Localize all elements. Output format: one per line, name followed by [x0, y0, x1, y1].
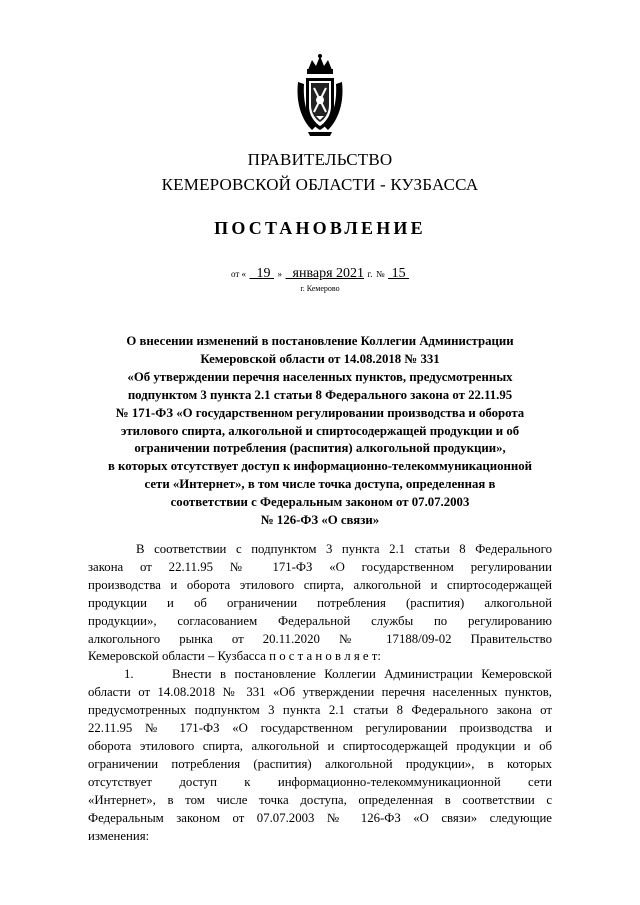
preamble-line: продукции и об ограничении потребления (распития) алкогольной	[88, 595, 552, 610]
title-line: ограничении потребления (распития) алкогольной продукции»,	[134, 441, 506, 456]
date-month-year: января 2021	[292, 266, 365, 281]
item-1-line: предусмотренных подпунктом 3 пункта 2.1 статьи 8 Федерального закона от	[88, 703, 552, 718]
item-1-line: 22.11.95 № 171-ФЗ «О государственном регулировании производства и	[88, 721, 552, 736]
item-1-line: области от 14.08.2018 № 331 «Об утверждении перечня населенных пунктов,	[88, 685, 552, 700]
item-1-last-line: изменения:	[88, 828, 150, 843]
item-1-line: «Интернет», в том числе точка доступа, определенная в соответствии с	[88, 792, 552, 807]
government-name-line-2: КЕМЕРОВСКОЙ ОБЛАСТИ - КУЗБАССА	[161, 175, 479, 194]
date-year-suffix: г.	[367, 269, 373, 279]
preamble-line: закона от 22.11.95 № 171-ФЗ «О государственном регулировании	[88, 559, 552, 574]
item-1-text	[88, 684, 552, 827]
item-1-line: ограничении потребления (распития) алкогольной продукции», в которых	[88, 756, 552, 771]
date-day: 19	[256, 266, 271, 281]
document-number: 15	[391, 266, 406, 281]
title-line: «Об утверждении перечня населенных пунктов, предусмотренных	[127, 369, 513, 384]
city-label: г. Кемерово	[300, 284, 340, 293]
preamble-line: продукции», согласованием Федеральной службы по регулированию	[88, 613, 552, 628]
document-title	[86, 333, 554, 530]
title-line: соответствии с Федеральным законом от 07.07.2003	[170, 495, 470, 510]
paragraph-preamble	[88, 541, 552, 648]
document-type: ПОСТАНОВЛЕНИЕ	[214, 218, 426, 238]
title-line: этилового спирта, алкогольной и спиртосодержащей продукции и об	[120, 423, 520, 438]
date-number-line	[0, 266, 640, 282]
title-line: № 171-ФЗ «О государственном регулировании производства и оборота	[115, 405, 525, 420]
title-line: подпунктом 3 пункта 2.1 статьи 8 Федерального закона от 22.11.95	[127, 387, 513, 402]
item-1-first-line: 1. Внести в постановление Коллегии Администрации Кемеровской	[124, 667, 552, 682]
title-line: Кемеровской области от 14.08.2018 № 331	[200, 351, 440, 366]
preamble-line: алкогольного рынка от 20.11.2020 № 17188/09-02 Правительство	[88, 631, 552, 646]
title-line: в которых отсутствует доступ к информационно-телекоммуникационной	[107, 459, 533, 474]
title-line: О внесении изменений в постановление Коллегии Администрации	[126, 334, 514, 348]
item-1-line: отсутствует доступ к информационно-телекоммуникационной сети	[88, 774, 552, 789]
preamble-line: В соответствии с подпунктом 3 пункта 2.1 статьи 8 Федерального	[136, 542, 552, 556]
item-1-line: Федеральным законом от 07.07.2003 № 126-ФЗ «О связи» следующие	[88, 810, 552, 825]
title-line: № 126-ФЗ «О связи»	[260, 513, 380, 528]
government-name-line-1: ПРАВИТЕЛЬСТВО	[247, 150, 393, 169]
preamble-last-line: Кемеровской области – Кузбасса п о с т а н о в л я е т:	[88, 649, 381, 664]
item-1-line: оборота этилового спирта, алкогольной и спиртосодержащей продукции и об	[88, 738, 552, 753]
document-body	[88, 541, 552, 845]
title-line: сети «Интернет», в том числе точка доступа, определенная в	[144, 477, 496, 492]
number-sign: №	[375, 269, 385, 279]
date-sep: »	[277, 269, 283, 279]
date-prefix: от «	[230, 269, 247, 279]
coat-of-arms-icon	[294, 52, 346, 138]
preamble-line: производства и оборота этилового спирта, алкогольной и спиртосодержащей	[88, 577, 552, 592]
